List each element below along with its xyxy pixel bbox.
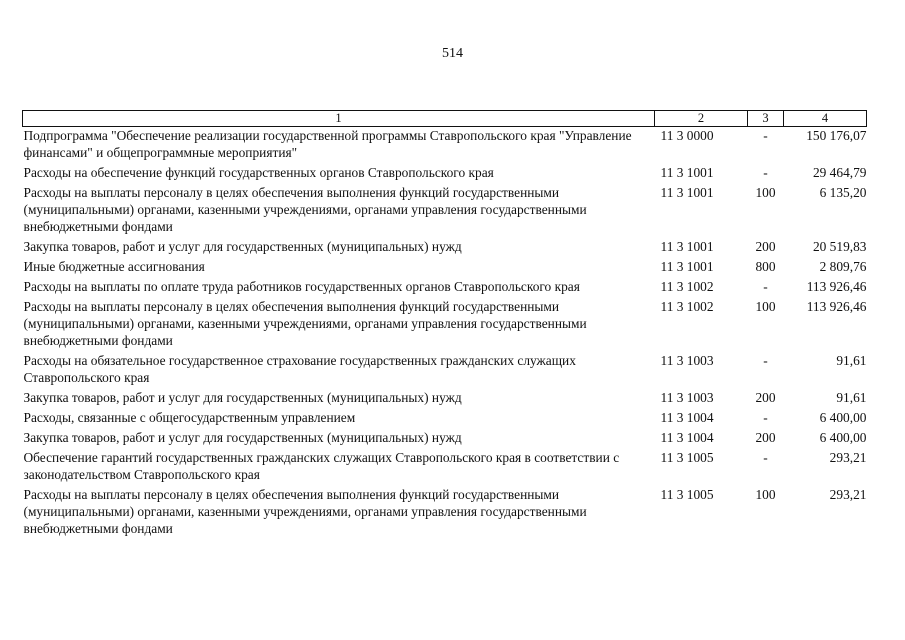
row-sum: 113 926,46 xyxy=(806,279,867,294)
row-name: Расходы на обязательное государственное страхование государственных гражданских служащих Ставропольского края xyxy=(23,353,576,385)
row-code: 11 3 1004 xyxy=(660,410,714,425)
row-sum: 29 464,79 xyxy=(812,165,867,180)
row-name: Расходы на выплаты по оплате труда работников государственных органов Ставропольского края xyxy=(23,279,580,294)
row-sum: 150 176,07 xyxy=(806,128,867,143)
row-type: - xyxy=(763,165,768,180)
table-body xyxy=(23,127,867,541)
table-header xyxy=(23,111,867,127)
row-name: Расходы на обеспечение функций государственных органов Ставропольского края xyxy=(23,165,494,180)
row-name: Подпрограмма "Обеспечение реализации государственной программы Ставропольского края "Управление финансами" и общепрограммные мероприятия" xyxy=(23,128,632,160)
row-code: 11 3 1004 xyxy=(660,430,714,445)
row-name: Расходы на выплаты персоналу в целях обеспечения выполнения функций государственными (муниципальными) органами, казенными учреждениями, органами управления государственными внебюджетными фондами xyxy=(23,487,587,536)
row-type: - xyxy=(763,353,768,368)
row-name: Закупка товаров, работ и услуг для государственных (муниципальных) нужд xyxy=(23,239,462,254)
table-row xyxy=(23,238,867,258)
table-row xyxy=(23,449,867,486)
table-row xyxy=(23,389,867,409)
page-number: 514 xyxy=(442,46,463,61)
row-code: 11 3 1002 xyxy=(660,279,714,294)
row-name: Закупка товаров, работ и услуг для государственных (муниципальных) нужд xyxy=(23,430,462,445)
row-name: Иные бюджетные ассигнования xyxy=(23,259,205,274)
table-row xyxy=(23,409,867,429)
row-type: - xyxy=(763,128,768,143)
row-name: Расходы на выплаты персоналу в целях обеспечения выполнения функций государственными (муниципальными) органами, казенными учреждениями, органами управления государственными внебюджетными фондами xyxy=(23,299,587,348)
row-type: 200 xyxy=(755,239,776,254)
row-code: 11 3 1002 xyxy=(660,299,714,314)
row-sum: 293,21 xyxy=(829,487,867,502)
table-row xyxy=(23,278,867,298)
row-code: 11 3 1001 xyxy=(660,185,714,200)
budget-table xyxy=(22,110,866,540)
row-type: 100 xyxy=(755,185,776,200)
row-type: 200 xyxy=(755,390,776,405)
header-col-1: 1 xyxy=(23,111,655,127)
row-name: Закупка товаров, работ и услуг для государственных (муниципальных) нужд xyxy=(23,390,462,405)
table-row xyxy=(23,486,867,540)
row-sum: 91,61 xyxy=(836,353,867,368)
row-name: Обеспечение гарантий государственных гражданских служащих Ставропольского края в соответствии с законодательством Ставропольского края xyxy=(23,450,620,482)
row-sum: 6 135,20 xyxy=(819,185,867,200)
row-code: 11 3 1001 xyxy=(660,259,714,274)
header-row xyxy=(23,111,867,127)
row-type: - xyxy=(763,450,768,465)
row-name: Расходы, связанные с общегосударственным управлением xyxy=(23,410,356,425)
budget-table-grid xyxy=(22,110,867,540)
header-col-3: 3 xyxy=(748,111,784,127)
row-sum: 6 400,00 xyxy=(819,430,867,445)
row-sum: 6 400,00 xyxy=(819,410,867,425)
row-name: Расходы на выплаты персоналу в целях обеспечения выполнения функций государственными (муниципальными) органами, казенными учреждениями, органами управления государственными внебюджетными фондами xyxy=(23,185,587,234)
row-sum: 2 809,76 xyxy=(819,259,867,274)
row-code: 11 3 1005 xyxy=(660,450,714,465)
row-type: - xyxy=(763,410,768,425)
row-type: - xyxy=(763,279,768,294)
row-sum: 293,21 xyxy=(829,450,867,465)
table-row xyxy=(23,164,867,184)
row-code: 11 3 1003 xyxy=(660,390,714,405)
row-type: 100 xyxy=(755,487,776,502)
row-type: 200 xyxy=(755,430,776,445)
row-sum: 20 519,83 xyxy=(812,239,867,254)
table-row xyxy=(23,127,867,165)
table-row xyxy=(23,184,867,238)
header-col-2: 2 xyxy=(655,111,748,127)
table-row xyxy=(23,429,867,449)
row-code: 11 3 1005 xyxy=(660,487,714,502)
row-code: 11 3 1001 xyxy=(660,165,714,180)
row-sum: 113 926,46 xyxy=(806,299,867,314)
table-row xyxy=(23,352,867,389)
row-type: 100 xyxy=(755,299,776,314)
row-code: 11 3 1001 xyxy=(660,239,714,254)
header-col-4: 4 xyxy=(784,111,867,127)
table-row xyxy=(23,298,867,352)
row-type: 800 xyxy=(755,259,776,274)
table-row xyxy=(23,258,867,278)
row-code: 11 3 1003 xyxy=(660,353,714,368)
row-code: 11 3 0000 xyxy=(660,128,714,143)
row-sum: 91,61 xyxy=(836,390,867,405)
